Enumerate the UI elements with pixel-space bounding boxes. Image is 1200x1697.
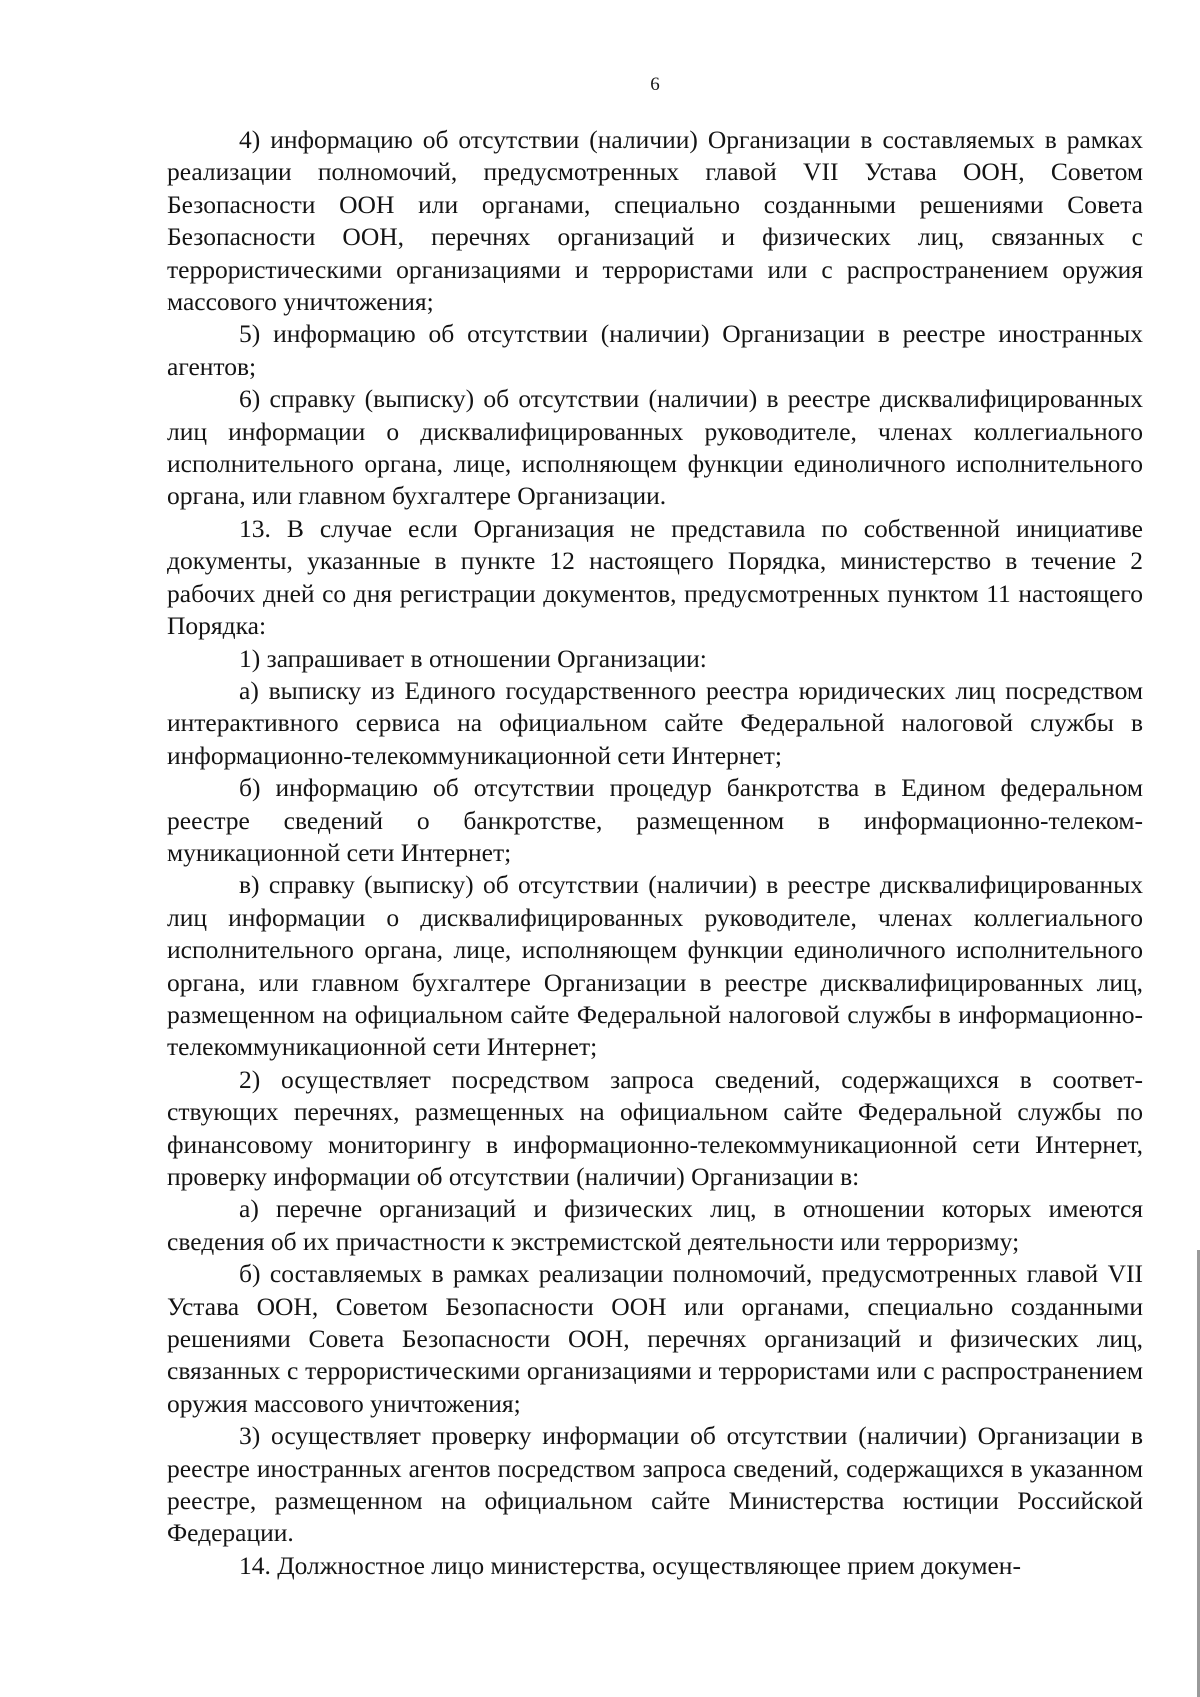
paragraph-clause-14: 14. Должностное лицо министерства, осуществляющее прием докумен- xyxy=(239,1550,1021,1580)
paragraph-item-1-requests: 1) запрашивает в отношении Организации: xyxy=(239,643,707,673)
paragraph-subitem-v-disqualified: в) справку (выписку) об отсутствии (наличии) в реестре дисквалифицированных лиц информации о дисквалифицированных руководителе, членах коллегиального исполнительного органа, лице, исполняющем функции единоличного исполнительного органа, или главном бухгалтере Организации в реестре дисквалифицированных лиц, размещенном на официальном сайте Федеральной налоговой службы в информационно-телекоммуникационной сети Интернет; xyxy=(167,870,1143,1062)
paragraph-item-6-disqualified-persons: 6) справку (выписку) об отсутствии (наличии) в реестре дисквалифицированных лиц информации о дисквалифицированных руководителе, членах коллегиального исполнительного органа, лице, исполняющем функции единоличного исполнительного органа, или главном бухгалтере Организации. xyxy=(167,384,1143,511)
paragraph-subitem-b-bankruptcy: б) информацию об отсутствии процедур банкротства в Едином федеральном реестре сведений о банкротстве, размещенном в информационно-телекоммуникационной сети Интернет; xyxy=(167,773,1143,867)
paragraph-subitem-a-extremism-list: а) перечне организаций и физических лиц, в отношении которых имеются сведения об их причастности к экстремистской деятельности или терроризму; xyxy=(167,1194,1143,1256)
paragraph-item-4-un-sanctions: 4) информацию об отсутствии (наличии) Организации в составляемых в рамках реализации полномочий, предусмотренных главой VII Устава ООН, Советом Безопасности ООН или органами, специально созданными решениями Совета Безопасности ООН, перечнях организаций и физических лиц, связанных с террористическими организациями и террористами или с распространением оружия массового уничтожения; xyxy=(167,125,1143,317)
paragraph-subitem-b-un-lists: б) составляемых в рамках реализации полномочий, предусмотренных главой VII Устава ООН, Советом Безопасности ООН или органами, специально созданными решениями Совета Безопасности ООН, перечнях организаций и физических лиц, связанных с террористическими организациями и террористами или с распространением оружия массового уничтожения; xyxy=(167,1259,1143,1418)
paragraph-item-3-foreign-agents-check: 3) осуществляет проверку информации об отсутствии (наличии) Организации в реестре иностранных агентов посредством запроса сведений, содержащихся в указанном реестре, размещенном на официальном сайте Министерства юстиции Российской Федерации. xyxy=(167,1421,1143,1548)
paragraph-item-5-foreign-agents: 5) информацию об отсутствии (наличии) Организации в реестре иностранных агентов; xyxy=(167,319,1143,381)
page-number: 6 xyxy=(650,74,660,95)
paragraph-clause-13: 13. В случае если Организация не представила по собственной инициативе документы, указанные в пункте 12 настоящего Порядка, министерство в течение 2 рабочих дней со дня регистрации документов, предусмотренных пунктом 11 настоящего Порядка: xyxy=(167,513,1143,641)
paragraph-subitem-a-egrul: а) выписку из Единого государственного реестра юридических лиц посредством интерактивного сервиса на официальном сайте Федеральной налоговой службы в информационно-телекоммуникационной сети Интернет; xyxy=(167,675,1143,770)
document-body xyxy=(167,124,1143,1582)
paragraph-item-2-rosfinmonitoring: 2) осуществляет посредством запроса сведений, содержащихся в соответствующих перечнях, размещенных на официальном сайте Федеральной службы по финансовому мониторингу в информационно-телекоммуникационной сети Интернет, проверку информации об отсутствии (наличии) Организации в: xyxy=(167,1064,1143,1191)
